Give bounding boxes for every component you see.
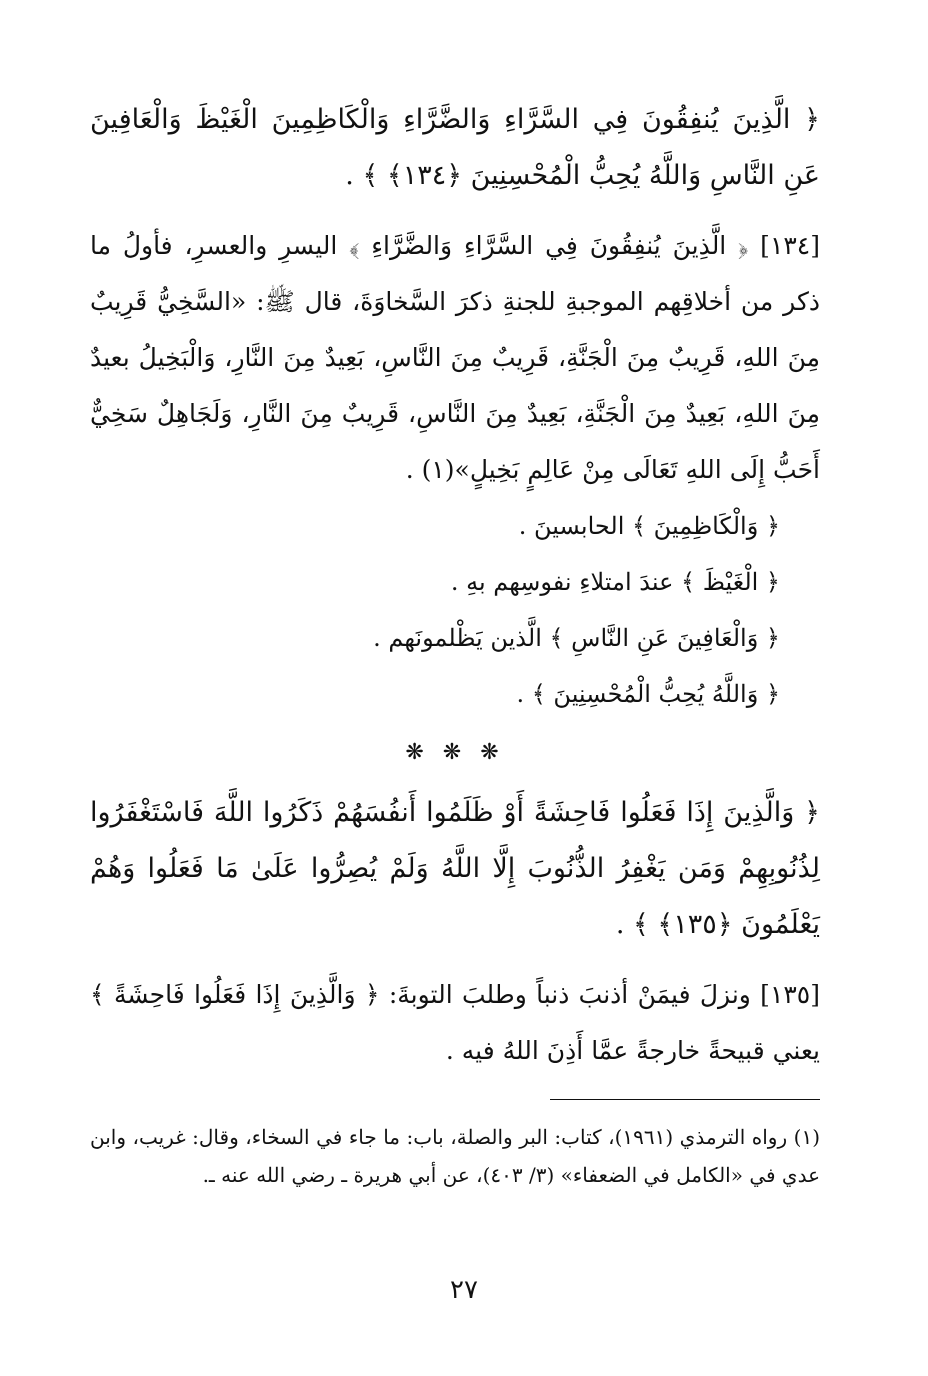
quran-verse-134: ﴿ الَّذِينَ يُنفِقُونَ فِي السَّرَّاءِ وَالضَّرَّاءِ وَالْكَاظِمِينَ الْغَيْظَ وَالْعَافِينَ عَنِ النَّاسِ وَاللَّهُ يُحِبُّ الْمُحْسِنِينَ ﴿١٣٤﴾ ﴾ . [90,104,820,191]
page-number: ٢٧ [450,1275,478,1305]
section-separator: ❋ ❋ ❋ [405,740,505,765]
sub-items-list [90,498,820,722]
footnote-divider [550,1099,820,1100]
sub-item: ﴿ وَالْعَافِينَ عَنِ النَّاسِ ﴾ الَّذين يَظْلمونَهم . [373,624,780,652]
sub-item: ﴿ وَاللَّهُ يُحِبُّ الْمُحْسِنِينَ ﴾ . [516,680,780,708]
sub-item: ﴿ وَالْكَاظِمِينَ ﴾ الحابسينَ . [518,512,780,540]
commentary-135: [١٣٥] ونزلَ فيمَنْ أذنبَ ذنباً وطلبَ التوبةَ: ﴿ وَالَّذِينَ إِذَا فَعَلُوا فَاحِشَةً ﴾ يعني قبيحةً خارجةً عمَّا أَذِنَ اللهُ فيه . [90,980,820,1065]
commentary-134: [١٣٤] ﴿ الَّذِينَ يُنفِقُونَ فِي السَّرَّاءِ وَالضَّرَّاءِ ﴾ اليسرِ والعسرِ، فأولُ ما ذكر من أخلاقِهم الموجبةِ للجنةِ ذكرَ السَّخاوَةَ، قال ﷺ: «السَّخِيُّ قَرِيبٌ مِنَ اللهِ، قَرِيبٌ مِنَ الْجَنَّةِ، قَرِيبٌ مِنَ النَّاسِ، بَعِيدٌ مِنَ النَّارِ، وَالْبَخِيلُ بعيدٌ مِنَ اللهِ، بَعِيدٌ مِنَ الْجَنَّةِ، بَعِيدٌ مِنَ النَّاسِ، قَرِيبٌ مِنَ النَّارِ، وَلَجَاهِلٌ سَخِيٌّ أَحَبُّ إِلَى اللهِ تَعَالَى مِنْ عَالِمٍ بَخِيلٍ»(١) . [90,231,820,484]
footnote: (١) رواه الترمذي (١٩٦١)، كتاب: البر والصلة، باب: ما جاء في السخاء، وقال: غريب، وابن عدي في «الكامل في الضعفاء» (٣/ ٤٠٣)، عن أبي هريرة ـ رضي الله عنه ـ. [90,1125,820,1187]
page-body [90,92,820,1194]
sub-item: ﴿ الْغَيْظَ ﴾ عندَ امتلاءِ نفوسِهم بهِ . [450,568,780,596]
quran-verse-135: ﴿ وَالَّذِينَ إِذَا فَعَلُوا فَاحِشَةً أَوْ ظَلَمُوا أَنفُسَهُمْ ذَكَرُوا اللَّهَ فَاسْتَغْفَرُوا لِذُنُوبِهِمْ وَمَن يَغْفِرُ الذُّنُوبَ إِلَّا اللَّهُ وَلَمْ يُصِرُّوا عَلَىٰ مَا فَعَلُوا وَهُمْ يَعْلَمُونَ ﴿١٣٥﴾ ﴾ . [90,797,820,940]
